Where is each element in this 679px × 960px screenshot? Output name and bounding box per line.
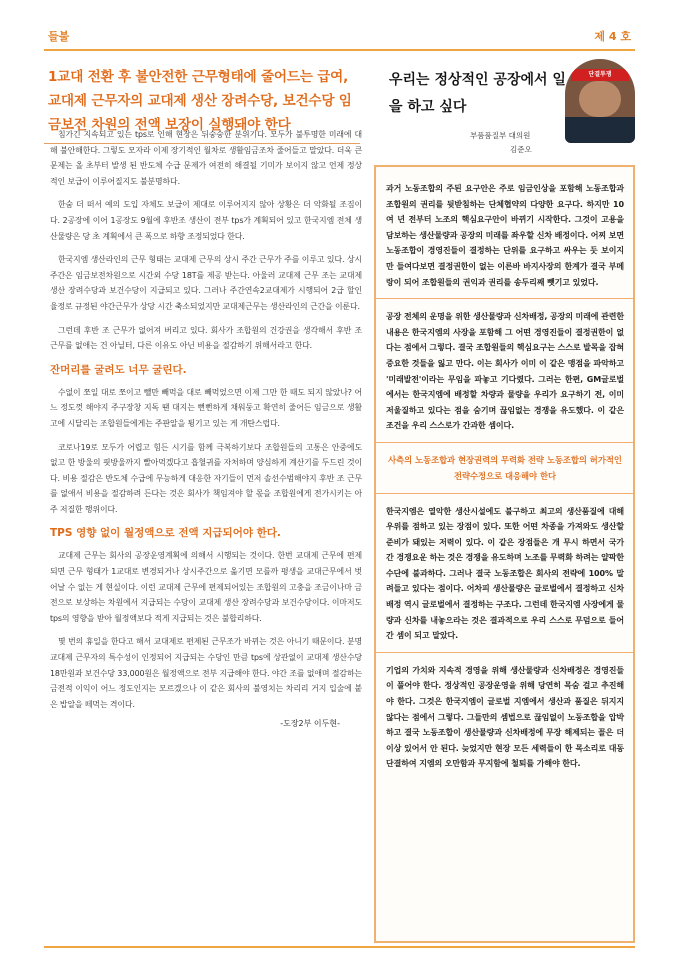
right-subheading: 사측의 노동조합과 현장권력의 무력화 전략 노동조합의 허가적인 전략수정으로 대응해야 한다 xyxy=(388,454,622,481)
left-paragraph: 그런데 후반 조 근무가 없어져 버리고 있다. 회사가 조합원의 건강권을 생각해서 후반 조 근무를 없애는 건 아닐터, 다른 이유도 아닌 비용을 절감하기 위해서라고 한다. xyxy=(50,325,362,351)
author-department: 부품품질부 대의원 xyxy=(470,131,531,140)
left-paragraph: 코로나19로 모두가 어렵고 힘든 시기를 함께 극복하기보다 조합원들의 고통은 안중에도 없고 한 방울의 핏방울까지 빨아먹겠다고 흡혈귀를 자처하며 양심하게 계산기를 두드린 것이다. 비용 절감은 반도체 수급에 무능하게 대응한 자기들이 먼저 솔선수범해야지 후반 조 근무를 없애서 비용을 절감하려 든다는 것은 회사가 책임져야 할 몫을 조합원에게 전가시키는 아주 저질한 행위이다. xyxy=(50,442,362,514)
left-headline: 1교대 전환 후 불안전한 근무형태에 줄어드는 급여, 교대제 근무자의 교대제 생산 장려수당, 보건수당 임금보전 차원의 전액 보장이 실행돼야 한다 xyxy=(48,69,352,133)
left-article-body xyxy=(50,127,362,729)
left-paragraph: 한숨 더 떠서 예의 도입 자체도 보급이 제대로 이루어지지 않아 상황은 더 악화될 조짐이다. 2공장에 이어 1공장도 9월에 후반조 생산이 전부 tps가 계획되어 있고 한국지엠 전체 생산물량은 당 초 계획에서 큰 폭으로 하향 조정되었다 한다. xyxy=(50,200,362,241)
right-article-body xyxy=(386,181,624,780)
header-divider xyxy=(44,49,635,51)
right-headline: 우리는 정상적인 공장에서 일을 하고 싶다 xyxy=(389,72,566,115)
author-name: 김준오 xyxy=(510,145,532,154)
issue-number: 제 4 호 xyxy=(594,30,631,43)
right-paragraph: 한국지엠은 열악한 생산시설에도 불구하고 최고의 생산품질에 대해 우위를 점하고 있는 장점이 있다. 또한 어떤 차종을 가져와도 생산할 준비가 돼있는 저력이 있다. 이 같은 장점들은 개 무시 하면서 국가 간 경쟁요운 하는 것은 경쟁을 유도하며 노조를 무력화 하려는 얄팍한 수단에 불과하다. 그러나 결국 노동조합은 회사의 전략에 100% 말려들고 있다는 점이다. 어차피 생산물량은 글로벌에서 결정하고 신차배정 역시 글로벌에서 결정하는 구조다. 그런데 한국지엠 사장에게 물량과 신차를 내놓으라는 것은 결과적으로 우리 스스로 무덤으로 들어간 셈이 되고 말았다. xyxy=(386,506,625,641)
right-paragraph: 공장 전체의 운명을 위한 생산물량과 신차배정, 공장의 미래에 관련한 내용은 한국지엠의 사장을 포함해 그 어떤 경영진들이 결정권한이 없다는 점에서 그렇다. 결국 조합원들의 핵심요구는 스스로 발목을 잡혀 중요한 것들을 잃고 만다. 이는 회사가 이미 이 같은 맹점을 파악하고 '미래발전'이라는 무임을 파놓고 기다렸다. 그러는 한편, GM글로벌에서는 한국지엠에 배정할 차량과 물량을 우리가 요구하기 전, 이미 저울질하고 있다는 점을 숨기며 끊임없는 경쟁을 유도했다. 이 같은 조건을 우리 스스로가 간과한 셈이다. xyxy=(386,312,625,431)
left-subheading-1: 잔머리를 굴려도 너무 굴린다. xyxy=(50,363,187,376)
left-subheading-2: TPS 영향 없이 월정액으로 전액 지급되어야 한다. xyxy=(50,527,281,540)
left-paragraph: 교대제 근무는 회사의 공장운영계획에 의해서 시행되는 것이다. 한번 교대제 근무에 편제되면 근무 형태가 1교대로 변경되거나 상시주간으로 옮기면 모를까 평생을 교대근무에서 벗어날 수 없는 게 현실이다. 이런 교대제 근무에 편제되어있는 조합원의 고충을 조금이나마 금전으로 보상하는 차원에서 지급되는 수당이 교대제 생산 장려수당과 보건수당이다. 이마저도 tps의 영향을 받아 월정액보다 적게 지급되는 것은 불합리하다. xyxy=(50,551,362,623)
left-paragraph: 몇 번의 휴일을 한다고 해서 교대제로 편제된 근무조가 바뀌는 것은 아니기 때문이다. 분명 교대제 근무자의 특수성이 인정되어 지급되는 수당인 만큼 tps에 상관없이 교대제 생산수당 18만원과 보건수당 33,000원은 월정액으로 전부 지급해야 한다. 야간 조를 없애며 절감하는 금전적 이익이 어느 정도인지는 모르겠으나 이 같은 회사의 불영치는 차리리 거지 입술에 붙은 밥알을 떼먹는 격이다. xyxy=(50,637,362,709)
left-paragraph: 수없이 쪼일 대로 쪼이고 뺄만 빼먹을 대로 빼먹었으면 이제 그만 한 때도 되지 않았나? 어느 정도껏 해야지 주구장창 지독 땐 대지는 뻔뻔하게 채워둥고 확연히 줄어든 임금으로 생활고에 시달리는 조합원들에게는 주판알을 튕기고 있는 게 개탄스럽다. xyxy=(50,387,362,428)
left-paragraph: 한국지엠 생산라인의 근무 형태는 교대제 근무의 상시 주간 근무가 주를 이루고 있다. 상시주간은 임금보전차원으로 시간외 수당 18T를 제공 받는다. 아울러 교대제 근무 조는 교대제 생산 장려수당과 보건수당이 지급되고 있다. 그러나 주간연속2교대제가 시행되어 2급 할인율정로 규정된 야간근무가 상당 시간 축소되었지만 교대제근무는 생산라인의 근간을 이룬다. xyxy=(50,255,362,311)
right-divider xyxy=(376,652,634,653)
author-face xyxy=(579,81,621,117)
right-paragraph: 과거 노동조합의 주된 요구안은 주로 임금인상을 포함해 노동조합과 조합원의 권리를 뒷받침하는 단체협약의 다양한 요구다. 하지만 10여 년 전부터 노조의 핵심요구안이 바뀌기 시작한다. 그것이 고용을 담보하는 생산물량과 공장의 미래를 좌우할 신차 배정이다. 어찌 보면 노동조합이 경영진들이 결정하는 단위를 요구하고 싸우는 듯 보이지만 들여다보면 결정권한이 없는 이른바 바지사장의 한계가 결국 부메랑이 되어 조합원들의 권익과 권리를 송두리째 뺏기고 있었다. xyxy=(386,184,625,287)
footer-divider xyxy=(44,946,635,948)
headband-text: 단결투쟁 xyxy=(571,69,629,81)
left-paragraph: 침가긴 지속되고 있는 tps로 인해 현장은 뒤숭숭한 분위기다. 모두가 불투명한 미래에 대해 불안해한다. 그렇도 모자라 이제 장기적인 월차로 생활임금조차 줄어들고 말았다. 더욱 큰 문제는 올 초부터 발생 된 반도체 수급 문제가 여전히 해결될 기미가 보이지 않고 언제 정상적인 보급이 이루어질지도 불분명하다. xyxy=(50,130,362,186)
right-divider xyxy=(376,442,634,443)
right-divider xyxy=(376,298,634,299)
author-photo xyxy=(565,59,635,143)
left-signature: -도장2부 이두현- xyxy=(280,719,340,729)
author-shirt xyxy=(565,117,635,143)
right-article-box xyxy=(374,165,635,943)
right-divider xyxy=(376,493,634,494)
newsletter-name: 들불 xyxy=(48,30,70,43)
right-paragraph: 기업의 가치와 지속적 경영을 위해 생산물량과 신차배정은 경영진들이 풀어야 한다. 정상적인 공장운영을 위해 당연히 목숨 걸고 추진해야 한다. 그것은 한국지엠이 글로벌 지엠에서 생산과 품질은 뒤지지 않다는 점에서 그렇다. 그들만의 셈법으로 끊임없이 노동조합을 압박하고 결국 노동조합이 생산물량과 신차배정에 무장 해제되는 꼴은 더 이상 있어서 안 된다. 늦었지만 현장 모든 세력들이 한 목소리로 대동단결하여 지엠의 오만함과 무지함에 철퇴를 가해야 한다. xyxy=(386,665,624,769)
